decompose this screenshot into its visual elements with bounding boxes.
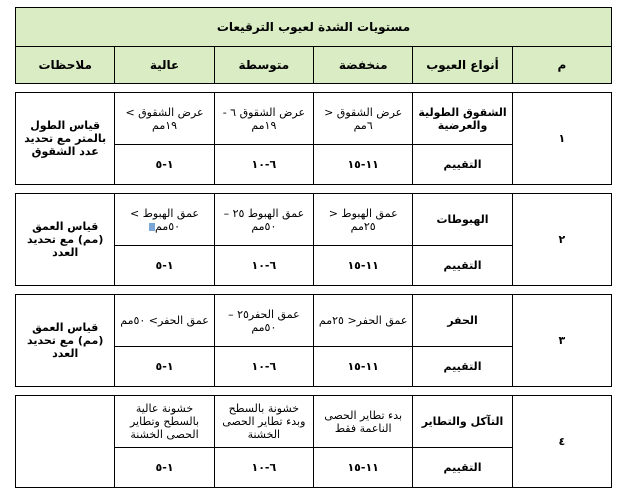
mid-severity: خشونة بالسطح وبدء تطاير الحصى الخشنة xyxy=(214,396,313,448)
mid-severity: عمق الحفر٢٥ – ٥٠مم xyxy=(214,295,313,347)
high-severity: عمق الحفر> ٥٠مم xyxy=(115,295,214,347)
header-row xyxy=(16,47,612,84)
rating-low: ١١-١٥ xyxy=(314,347,413,387)
low-severity: عرض الشقوق < ٦مم xyxy=(314,93,413,145)
rating-high: ١-٥ xyxy=(115,246,214,286)
defect-type: التآكل والتطاير xyxy=(413,396,512,448)
table-title-row xyxy=(16,8,612,47)
defect-type: الهبوطات xyxy=(413,194,512,246)
rating-high: ١-٥ xyxy=(115,347,214,387)
rating-low: ١١-١٥ xyxy=(314,246,413,286)
low-severity: عمق الهبوط < ٢٥مم xyxy=(314,194,413,246)
header-type: أنواع العيوب xyxy=(413,47,512,84)
table-row xyxy=(16,295,612,347)
notes: قياس الطول بالمتر مع تحديد عدد الشقوق xyxy=(16,93,115,185)
row-number: ٣ xyxy=(512,295,611,387)
table-title: مستويات الشدة لعيوب الترقيعات xyxy=(16,8,612,47)
header-low: منخفضة xyxy=(314,47,413,84)
row-number: ١ xyxy=(512,93,611,185)
notes xyxy=(16,396,115,488)
row-number: ٤ xyxy=(512,396,611,488)
table-row xyxy=(16,194,612,246)
high-severity-text: عمق الهبوط > ٥٠مم xyxy=(130,206,199,233)
notes: قياس العمق (مم) مع تحديد العدد xyxy=(16,194,115,286)
severity-table xyxy=(15,7,612,488)
table-row xyxy=(16,93,612,145)
header-mid: متوسطة xyxy=(214,47,313,84)
header-high: عالية xyxy=(115,47,214,84)
rating-high: ١-٥ xyxy=(115,145,214,185)
high-severity: خشونة عالية بالسطح وتطاير الحصى الخشنة xyxy=(115,396,214,448)
mid-severity: عمق الهبوط ٢٥ – ٥٠مم xyxy=(214,194,313,246)
defect-type: الشقوق الطولية والعرضية xyxy=(413,93,512,145)
rating-mid: ٦-١٠ xyxy=(214,145,313,185)
row-number: ٢ xyxy=(512,194,611,286)
mid-severity: عرض الشقوق ٦ - ١٩مم xyxy=(214,93,313,145)
rating-low: ١١-١٥ xyxy=(314,145,413,185)
defect-type: الحفر xyxy=(413,295,512,347)
rating-label: التقييم xyxy=(413,448,512,488)
table-row xyxy=(16,396,612,448)
high-severity: عرض الشقوق > ١٩مم xyxy=(115,93,214,145)
rating-label: التقييم xyxy=(413,246,512,286)
rating-label: التقييم xyxy=(413,347,512,387)
rating-label: التقييم xyxy=(413,145,512,185)
severity-table-container xyxy=(15,7,612,494)
low-severity: عمق الحفر< ٢٥مم xyxy=(314,295,413,347)
header-notes: ملاحظات xyxy=(16,47,115,84)
header-m: م xyxy=(512,47,611,84)
notes: قياس العمق (مم) مع تحديد العدد xyxy=(16,295,115,387)
high-severity xyxy=(115,194,214,246)
rating-low: ١١-١٥ xyxy=(314,448,413,488)
rating-mid: ٦-١٠ xyxy=(214,448,313,488)
rating-mid: ٦-١٠ xyxy=(214,347,313,387)
rating-high: ١-٥ xyxy=(115,448,214,488)
rating-mid: ٦-١٠ xyxy=(214,246,313,286)
low-severity: بدء تطاير الحصى الناعمة فقط xyxy=(314,396,413,448)
